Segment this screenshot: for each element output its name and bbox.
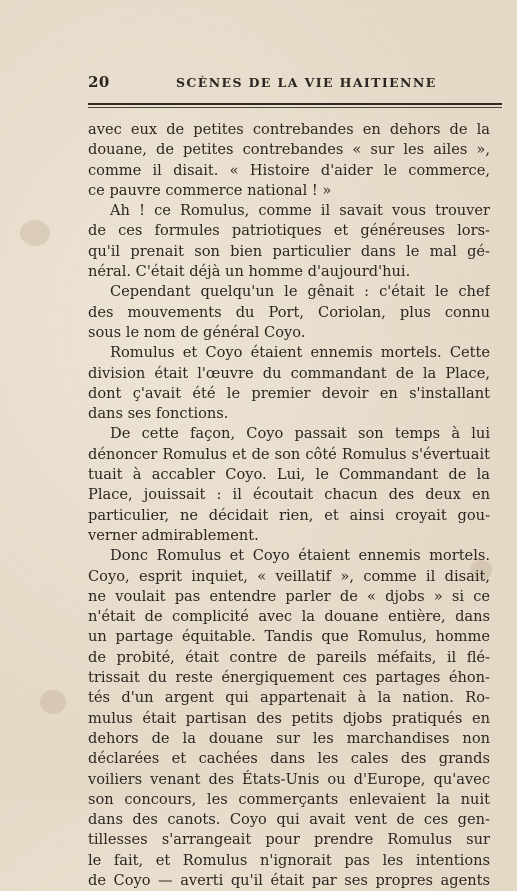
text-line: voiliers venant des États-Unis ou d'Europe, qu'avec [88, 770, 490, 788]
text-line: verner admirablement. [88, 526, 259, 544]
text-line: comme il disait. « Histoire d'aider le commerce, [88, 161, 490, 179]
text-line: tés d'un argent qui appartenait à la nation. Ro- [88, 689, 490, 707]
text-line: dans ses fonctions. [88, 405, 229, 423]
text-line: son concours, les commerçants enlevaient la nuit [88, 790, 490, 808]
text-line: de probité, était contre de pareils méfaits, il flé- [88, 648, 490, 666]
text-line: tuait à accabler Coyo. Lui, le Commandant de la [88, 466, 490, 484]
text-line: mulus était partisan des petits djobs pratiqués en [88, 709, 490, 727]
page-header [0, 73, 517, 95]
running-head: SCÈNES DE LA VIE HAITIENNE [176, 75, 437, 90]
text-line: déclarées et cachées dans les cales des grands [88, 750, 490, 768]
text-line: dont ç'avait été le premier devoir en s'installant [88, 384, 490, 402]
text-line: ce pauvre commerce national ! » [88, 181, 332, 199]
text-line: de ces formules patriotiques et généreuses lors- [88, 222, 490, 240]
text-line: tillesses s'arrangeait pour prendre Romulus sur [88, 831, 490, 849]
text-line: de Coyo — averti qu'il était par ses propres agents [88, 871, 490, 889]
text-line: un partage équitable. Tandis que Romulus, homme [88, 628, 490, 646]
text-line: dehors de la douane sur les marchandises non [88, 729, 490, 747]
text-line: trissait du reste énergiquement ces partages éhon- [88, 669, 490, 687]
text-line: Coyo, esprit inquiet, « veillatif », comme il disait, [88, 567, 490, 585]
text-line: Place, jouissait : il écoutait chacun des deux en [88, 486, 490, 504]
text-line: particulier, ne décidait rien, et ainsi croyait gou- [88, 506, 490, 524]
text-line: douane, de petites contrebandes « sur les ailes », [88, 141, 490, 159]
text-line: des mouvements du Port, Coriolan, plus connu [88, 303, 490, 321]
foxing-spot [20, 220, 50, 246]
header-rule-thin [88, 107, 502, 108]
text-line: avec eux de petites contrebandes en dehors de la [88, 121, 490, 138]
text-line: Romulus et Coyo étaient ennemis mortels. Cette [110, 344, 490, 362]
text-line: néral. C'était déjà un homme d'aujourd'hui. [88, 263, 411, 281]
text-line: le fait, et Romulus n'ignorait pas les intentions [88, 851, 490, 869]
page-number: 20 [88, 73, 110, 91]
text-line: qu'il prenait son bien particulier dans le mal gé- [88, 242, 490, 260]
body-text [88, 120, 490, 891]
foxing-spot [40, 690, 66, 714]
text-line: De cette façon, Coyo passait son temps à lui [110, 425, 490, 443]
text-line: dénoncer Romulus et de son côté Romulus s'évertuait [88, 445, 490, 463]
text-line: n'était de complicité avec la douane entière, dans [88, 608, 490, 626]
text-line: ne voulait pas entendre parler de « djobs » si ce [88, 587, 490, 605]
text-line: sous le nom de général Coyo. [88, 323, 306, 341]
header-rule [88, 103, 502, 105]
text-line: dans des canots. Coyo qui avait vent de ces gen- [88, 811, 490, 829]
text-line: division était l'œuvre du commandant de la Place, [88, 364, 490, 382]
text-line: Donc Romulus et Coyo étaient ennemis mortels. [110, 547, 490, 565]
text-line: Cependant quelqu'un le gênait : c'était le chef [110, 283, 490, 301]
text-line: Ah ! ce Romulus, comme il savait vous trouver [110, 202, 490, 220]
